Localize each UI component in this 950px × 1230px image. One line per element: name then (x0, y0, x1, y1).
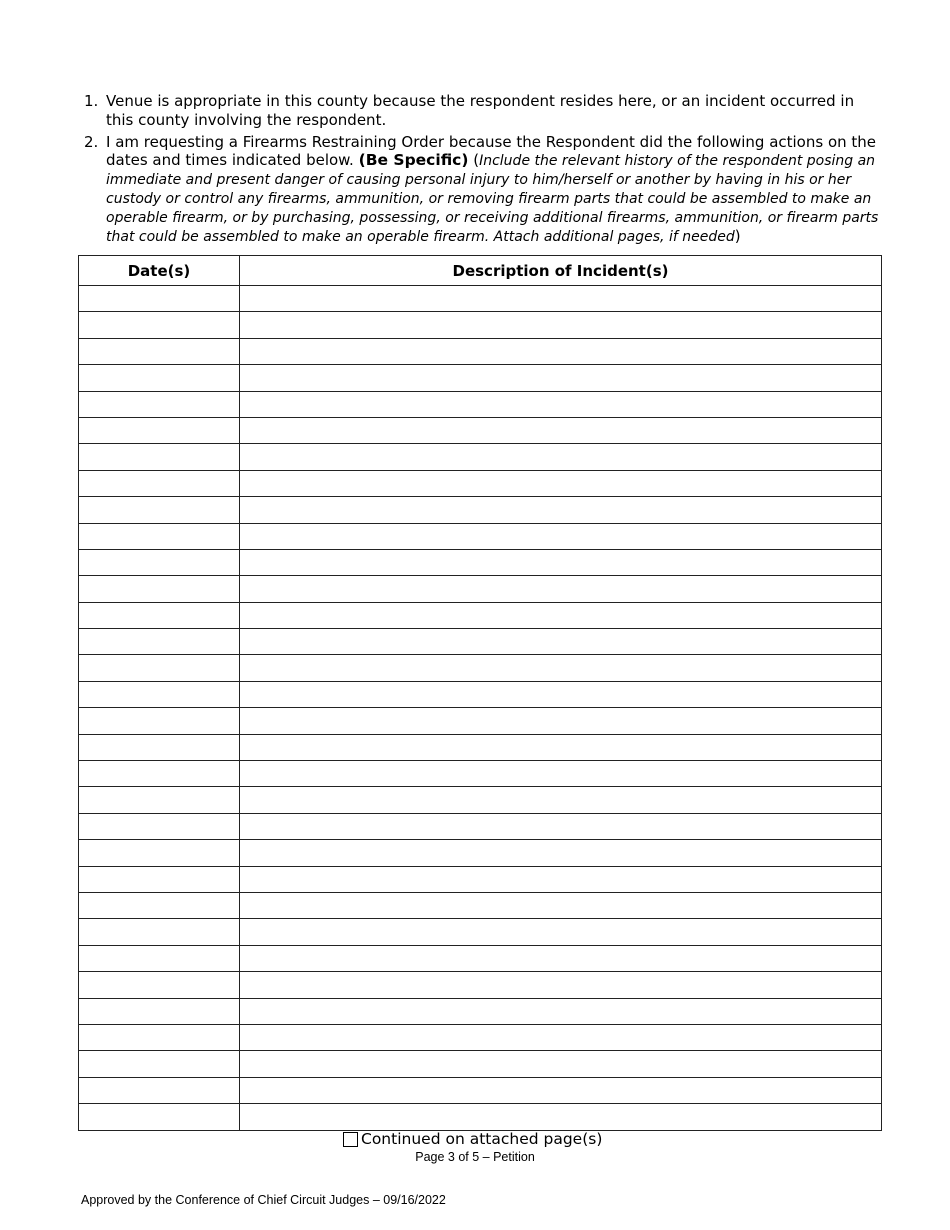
date-cell[interactable] (79, 629, 240, 655)
table-header-row (79, 256, 882, 286)
description-cell[interactable] (240, 417, 882, 443)
page-number: Page 3 of 5 – Petition (415, 1150, 535, 1164)
date-cell[interactable] (79, 312, 240, 338)
description-cell[interactable] (240, 866, 882, 892)
table-row (79, 840, 882, 866)
table-row (79, 1051, 882, 1077)
date-cell[interactable] (79, 417, 240, 443)
date-cell[interactable] (79, 470, 240, 496)
request-text: I am requesting a Firearms Restraining Order because the Respondent did the following actions on the dates and times indicated below. (106, 133, 877, 169)
paren-close: ) (734, 227, 741, 245)
date-cell[interactable] (79, 286, 240, 312)
table-row (79, 655, 882, 681)
description-cell[interactable] (240, 892, 882, 918)
description-cell[interactable] (240, 787, 882, 813)
table-row (79, 523, 882, 549)
description-cell[interactable] (240, 919, 882, 945)
description-cell[interactable] (240, 497, 882, 523)
instructions-italic: Include the relevant history of the respondent posing an immediate and present danger of causing personal injury to him/herself or another by having in his or her custody or control any firearms, ammunition, or removing firearm parts that could be assembled to make an operable firearm, or by purchasing, possessing, or receiving additional firearms, ammunition, or firearm parts that could be assembled to make an operable firearm. Attach additional pages, if needed (106, 153, 879, 245)
description-cell[interactable] (240, 708, 882, 734)
table-row (79, 1077, 882, 1103)
table-row (79, 338, 882, 364)
date-cell[interactable] (79, 840, 240, 866)
paren-open: ( (473, 151, 480, 169)
description-cell[interactable] (240, 734, 882, 760)
table-row (79, 734, 882, 760)
table-row (79, 549, 882, 575)
description-cell[interactable] (240, 998, 882, 1024)
date-cell[interactable] (79, 892, 240, 918)
item-text: Venue is appropriate in this county because the respondent resides here, or an incident occurred in this county involving the respondent. (106, 92, 855, 129)
table-row (79, 972, 882, 998)
date-cell[interactable] (79, 523, 240, 549)
description-cell[interactable] (240, 840, 882, 866)
table-row (79, 602, 882, 628)
incident-rows (79, 286, 882, 1131)
numbered-statements (84, 92, 884, 246)
table-row (79, 312, 882, 338)
description-cell[interactable] (240, 365, 882, 391)
date-cell[interactable] (79, 787, 240, 813)
date-cell[interactable] (79, 365, 240, 391)
date-cell[interactable] (79, 1024, 240, 1050)
date-cell[interactable] (79, 761, 240, 787)
date-cell[interactable] (79, 866, 240, 892)
table-row (79, 813, 882, 839)
date-cell[interactable] (79, 1077, 240, 1103)
description-cell[interactable] (240, 761, 882, 787)
date-cell[interactable] (79, 734, 240, 760)
continued-checkbox[interactable] (343, 1132, 358, 1147)
date-cell[interactable] (79, 813, 240, 839)
date-cell[interactable] (79, 391, 240, 417)
description-cell[interactable] (240, 655, 882, 681)
continued-label: Continued on attached page(s) (361, 1130, 603, 1148)
table-row (79, 365, 882, 391)
statement-request (84, 133, 884, 246)
date-cell[interactable] (79, 919, 240, 945)
date-cell[interactable] (79, 602, 240, 628)
description-cell[interactable] (240, 813, 882, 839)
date-cell[interactable] (79, 945, 240, 971)
date-cell[interactable] (79, 338, 240, 364)
table-row (79, 629, 882, 655)
description-cell[interactable] (240, 444, 882, 470)
description-cell[interactable] (240, 945, 882, 971)
table-row (79, 286, 882, 312)
continued-option[interactable] (343, 1130, 602, 1148)
statement-venue (84, 92, 884, 130)
table-row (79, 919, 882, 945)
date-cell[interactable] (79, 1104, 240, 1130)
description-cell[interactable] (240, 312, 882, 338)
description-cell[interactable] (240, 681, 882, 707)
table-row (79, 761, 882, 787)
be-specific-label: (Be Specific) (358, 151, 469, 169)
date-cell[interactable] (79, 497, 240, 523)
table-row (79, 1104, 882, 1130)
date-cell[interactable] (79, 972, 240, 998)
date-cell[interactable] (79, 576, 240, 602)
description-cell[interactable] (240, 576, 882, 602)
table-row (79, 470, 882, 496)
table-row (79, 391, 882, 417)
description-cell[interactable] (240, 391, 882, 417)
description-cell[interactable] (240, 338, 882, 364)
table-row (79, 417, 882, 443)
column-header-dates: Date(s) (79, 256, 240, 286)
table-row (79, 444, 882, 470)
date-cell[interactable] (79, 549, 240, 575)
item-number: 1. (84, 92, 99, 110)
table-row (79, 892, 882, 918)
column-header-description: Description of Incident(s) (240, 256, 882, 286)
description-cell[interactable] (240, 1051, 882, 1077)
description-cell[interactable] (240, 286, 882, 312)
table-row (79, 998, 882, 1024)
date-cell[interactable] (79, 681, 240, 707)
item-text (106, 133, 884, 246)
approval-footer: Approved by the Conference of Chief Circuit Judges – 09/16/2022 (81, 1193, 446, 1207)
description-cell[interactable] (240, 602, 882, 628)
table-row (79, 787, 882, 813)
incident-table (78, 255, 882, 1131)
table-row (79, 576, 882, 602)
description-cell[interactable] (240, 972, 882, 998)
table-row (79, 866, 882, 892)
description-cell[interactable] (240, 523, 882, 549)
date-cell[interactable] (79, 444, 240, 470)
description-cell[interactable] (240, 629, 882, 655)
description-cell[interactable] (240, 1104, 882, 1130)
description-cell[interactable] (240, 549, 882, 575)
description-cell[interactable] (240, 1024, 882, 1050)
table-row (79, 708, 882, 734)
description-cell[interactable] (240, 470, 882, 496)
date-cell[interactable] (79, 708, 240, 734)
date-cell[interactable] (79, 1051, 240, 1077)
date-cell[interactable] (79, 655, 240, 681)
description-cell[interactable] (240, 1077, 882, 1103)
table-row (79, 1024, 882, 1050)
table-row (79, 681, 882, 707)
item-number: 2. (84, 133, 99, 151)
date-cell[interactable] (79, 998, 240, 1024)
table-row (79, 945, 882, 971)
table-row (79, 497, 882, 523)
